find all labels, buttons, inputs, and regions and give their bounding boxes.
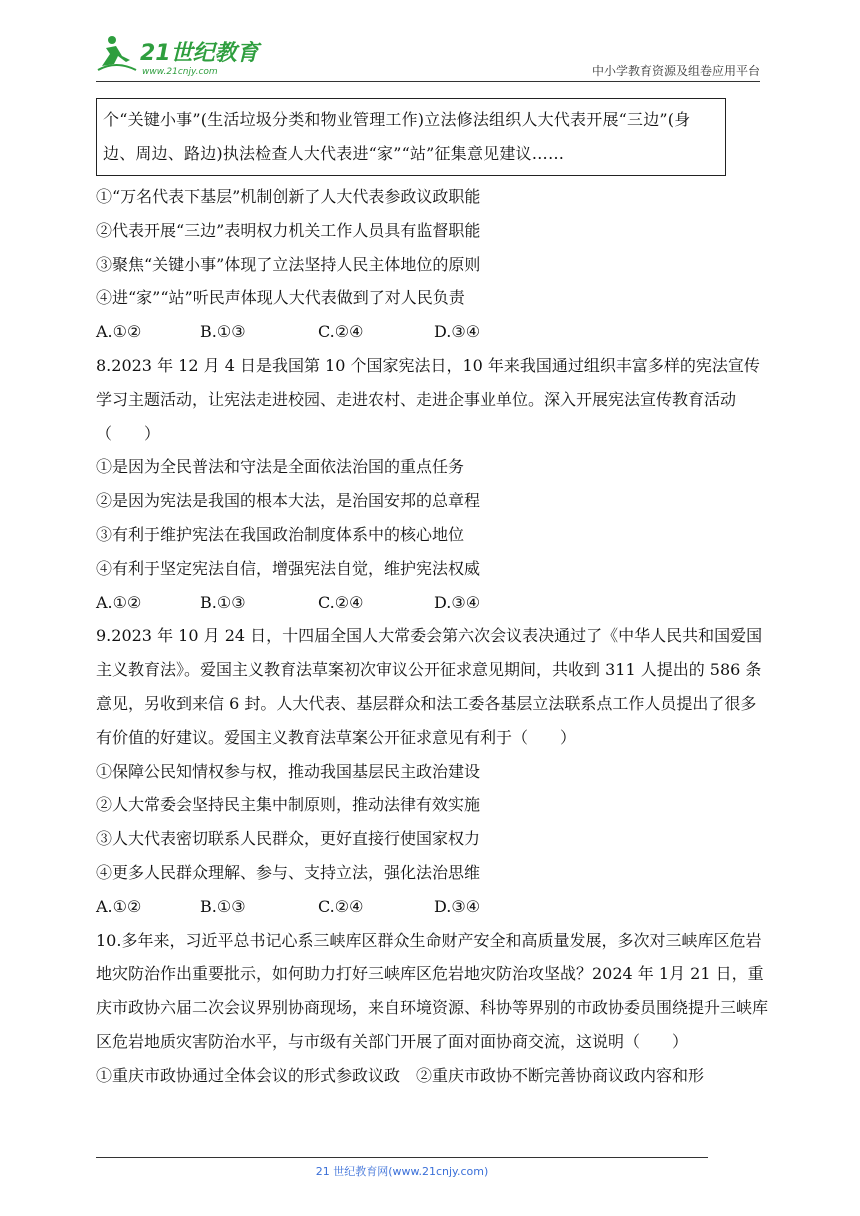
question-stem: 8.2023 年 12 月 4 日是我国第 10 个国家宪法日，10 年来我国通过组织丰富多样的宪法宣传学习主题活动，让宪法走进校园、走进农村、走进企事业单位。深入开展宪法宣传教育活动（ ）: [96, 355, 760, 443]
statement: ①保障公民知情权参与权，推动我国基层民主政治建设: [96, 761, 481, 781]
question-stem: 10.多年来，习近平总书记心系三峡库区群众生命财产安全和高质量发展，多次对三峡库区危岩地灾防治作出重要批示，如何助力打好三峡库区危岩地灾防治攻坚战？2024 年 1月 21 日，重庆市政协六届二次会议界别协商现场，来自环境资源、科协等界别的市政协委员围绕提升三峡库区危岩地质灾害防治水平，与市级有关部门开展了面对面协商交流，这说明（ ）: [96, 930, 769, 1051]
statement: ②是因为宪法是我国的根本大法，是治国安邦的总章程: [96, 491, 481, 511]
question-7-statements: [96, 180, 768, 349]
material-box: [96, 98, 726, 176]
question-8: [96, 349, 768, 619]
option-c[interactable]: C.②④: [318, 322, 364, 342]
statement: ①重庆市政协通过全体会议的形式参政议政 ②重庆市政协不断完善协商议政内容和形: [96, 1065, 705, 1085]
option-a[interactable]: A.①②: [96, 322, 142, 342]
answer-options: [96, 890, 768, 924]
statement: ④有利于坚定宪法自信，增强宪法自觉，维护宪法权威: [96, 558, 481, 578]
option-d[interactable]: D.③④: [434, 322, 481, 342]
option-b[interactable]: B.①③: [200, 322, 246, 342]
option-d[interactable]: D.③④: [434, 896, 481, 916]
logo: [96, 30, 266, 78]
exam-content: [96, 98, 768, 1093]
header-divider: [96, 81, 760, 82]
statement: ④更多人民群众理解、参与、支持立法，强化法治思维: [96, 862, 481, 882]
question-stem: 9.2023 年 10 月 24 日，十四届全国人大常委会第六次会议表决通过了《中华人民共和国爱国主义教育法》。爱国主义教育法草案初次审议公开征求意见期间，共收到 311 人提出的 586 条意见，另收到来信 6 封。人大代表、基层群众和法工委各基层立法联系点工作人员提出了很多有价值的好建议。爱国主义教育法草案公开征求意见有利于（ ）: [96, 626, 763, 747]
logo-graphic: [96, 30, 266, 78]
svg-text:www.21cnjy.com: www.21cnjy.com: [142, 67, 218, 77]
option-b[interactable]: B.①③: [200, 592, 246, 612]
material-text: 个“关键小事”(生活垃圾分类和物业管理工作)立法修法组织人大代表开展“三边”(身边、周边、路边)执法检查人大代表进“家”“站”征集意见建议……: [103, 110, 691, 163]
statement: ③有利于维护宪法在我国政治制度体系中的核心地位: [96, 524, 465, 544]
statement: ①是因为全民普法和守法是全面依法治国的重点任务: [96, 457, 465, 477]
statement: ③人大代表密切联系人民群众，更好直接行使国家权力: [96, 829, 481, 849]
statement: ①“万名代表下基层”机制创新了人大代表参政议政职能: [96, 187, 481, 206]
option-d[interactable]: D.③④: [434, 592, 481, 612]
question-10: [96, 924, 768, 1093]
option-a[interactable]: A.①②: [96, 592, 142, 612]
page-footer[interactable]: 21 世纪教育网(www.21cnjy.com): [315, 1165, 489, 1178]
footer-divider: [96, 1157, 708, 1158]
statement: ②人大常委会坚持民主集中制原则，推动法律有效实施: [96, 795, 481, 815]
statement: ②代表开展“三边”表明权力机关工作人员具有监督职能: [96, 220, 481, 240]
option-c[interactable]: C.②④: [318, 592, 364, 612]
answer-options: [96, 315, 768, 349]
statement: ④进“家”“站”听民声体现人大代表做到了对人民负责: [96, 288, 465, 308]
option-c[interactable]: C.②④: [318, 896, 364, 916]
statement: ③聚焦“关键小事”体现了立法坚持人民主体地位的原则: [96, 254, 481, 274]
option-b[interactable]: B.①③: [200, 896, 246, 916]
platform-name: 中小学教育资源及组卷应用平台: [591, 64, 760, 78]
question-9: [96, 619, 768, 923]
answer-options: [96, 586, 768, 620]
page-header: [96, 30, 760, 80]
svg-text:21世纪教育: 21世纪教育: [140, 41, 259, 66]
option-a[interactable]: A.①②: [96, 896, 142, 916]
